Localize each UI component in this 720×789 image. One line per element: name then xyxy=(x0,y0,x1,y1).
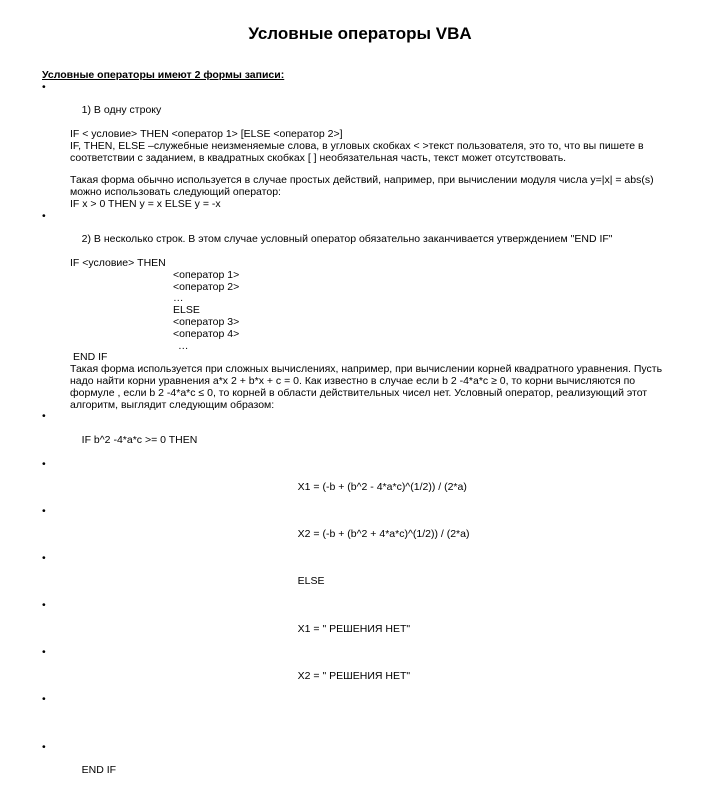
code-line: END IF xyxy=(73,351,108,364)
list-item xyxy=(42,694,682,741)
list-item xyxy=(42,459,682,506)
list-item xyxy=(42,506,682,553)
bullet-icon: • xyxy=(42,457,46,470)
bullet-icon: • xyxy=(42,209,46,222)
bullet-icon: • xyxy=(42,646,46,659)
text-paragraph xyxy=(42,141,682,165)
slide-title: Условные операторы VBA xyxy=(248,24,472,43)
line-text: X2 = (-b + (b^2 + 4*a*c)^(1/2)) / (2*a) xyxy=(297,528,470,541)
code-line xyxy=(42,199,682,211)
bullet-icon: • xyxy=(42,80,46,93)
bullet-icon: • xyxy=(42,693,46,706)
bullet-icon: • xyxy=(42,504,46,517)
code-line: <оператор 1> xyxy=(173,268,240,281)
code-line: … xyxy=(173,292,184,305)
line-text: IF b^2 -4*a*c >= 0 THEN xyxy=(81,433,198,446)
list-item xyxy=(42,211,682,258)
text-paragraph xyxy=(42,175,682,199)
section-heading: Условные операторы имеют 2 формы записи: xyxy=(42,69,285,81)
bullet-icon: • xyxy=(42,740,46,753)
bullet-icon: • xyxy=(42,599,46,612)
code-line: … xyxy=(178,339,189,352)
bullet-icon: • xyxy=(42,410,46,423)
list-item xyxy=(42,742,682,789)
line-text: Такая форма используется при сложных вычислениях, например, при вычислении корней квадратного уравнения. Пусть надо найти корни уравнения a*x 2 + b*x + c = 0. Как известно в случае если b 2 -4*a*c ≥ 0, то корни вычисляются по формуле , если b 2 -4*a*c ≤ 0, то корней в области действительных чисел нет. Условный оператор, реализующий этот алгоритм, выглядит следующим образом: xyxy=(70,363,663,411)
list-item xyxy=(42,600,682,647)
code-line: <оператор 3> xyxy=(173,315,240,328)
code-line: ELSE xyxy=(173,304,200,317)
line-text: IF x > 0 THEN y = x ELSE y = -x xyxy=(70,197,221,210)
line-text: 2) В несколько строк. В этом случае условный оператор обязательно заканчивается утверждением "END IF" xyxy=(81,233,613,246)
line-text: ELSE xyxy=(297,575,325,588)
text-paragraph xyxy=(42,364,682,411)
code-line: <оператор 4> xyxy=(173,327,240,340)
line-text: X2 = " РЕШЕНИЯ НЕТ" xyxy=(297,669,411,682)
list-item xyxy=(42,647,682,694)
line-text: Такая форма обычно используется в случае простых действий, например, при вычислении модуля числа y=|x| = abs(s) можно использовать следующий оператор: xyxy=(70,174,654,199)
list-item xyxy=(42,82,682,129)
line-text: END IF xyxy=(81,764,117,777)
code-line xyxy=(42,258,682,270)
line-text: 1) В одну строку xyxy=(81,104,162,117)
line-text: X1 = " РЕШЕНИЯ НЕТ" xyxy=(297,622,411,635)
list-item xyxy=(42,553,682,600)
line-text: X1 = (-b + (b^2 - 4*a*c)^(1/2)) / (2*a) xyxy=(297,481,467,494)
code-line: <оператор 2> xyxy=(173,280,240,293)
bullet-icon: • xyxy=(42,551,46,564)
line-text: IF <условие> THEN xyxy=(70,256,166,269)
slide-content xyxy=(42,70,682,789)
line-text: IF < условие> THEN <оператор 1> [ELSE <оператор 2>] xyxy=(70,127,343,140)
line-text: IF, THEN, ELSE –служебные неизменяемые слова, в угловых скобках < >текст пользователя, это то, что вы пишете в соответствии с заданием, в квадратных скобках [ ] необязательная часть, текст может отсутствовать. xyxy=(70,139,644,164)
list-item xyxy=(42,411,682,458)
